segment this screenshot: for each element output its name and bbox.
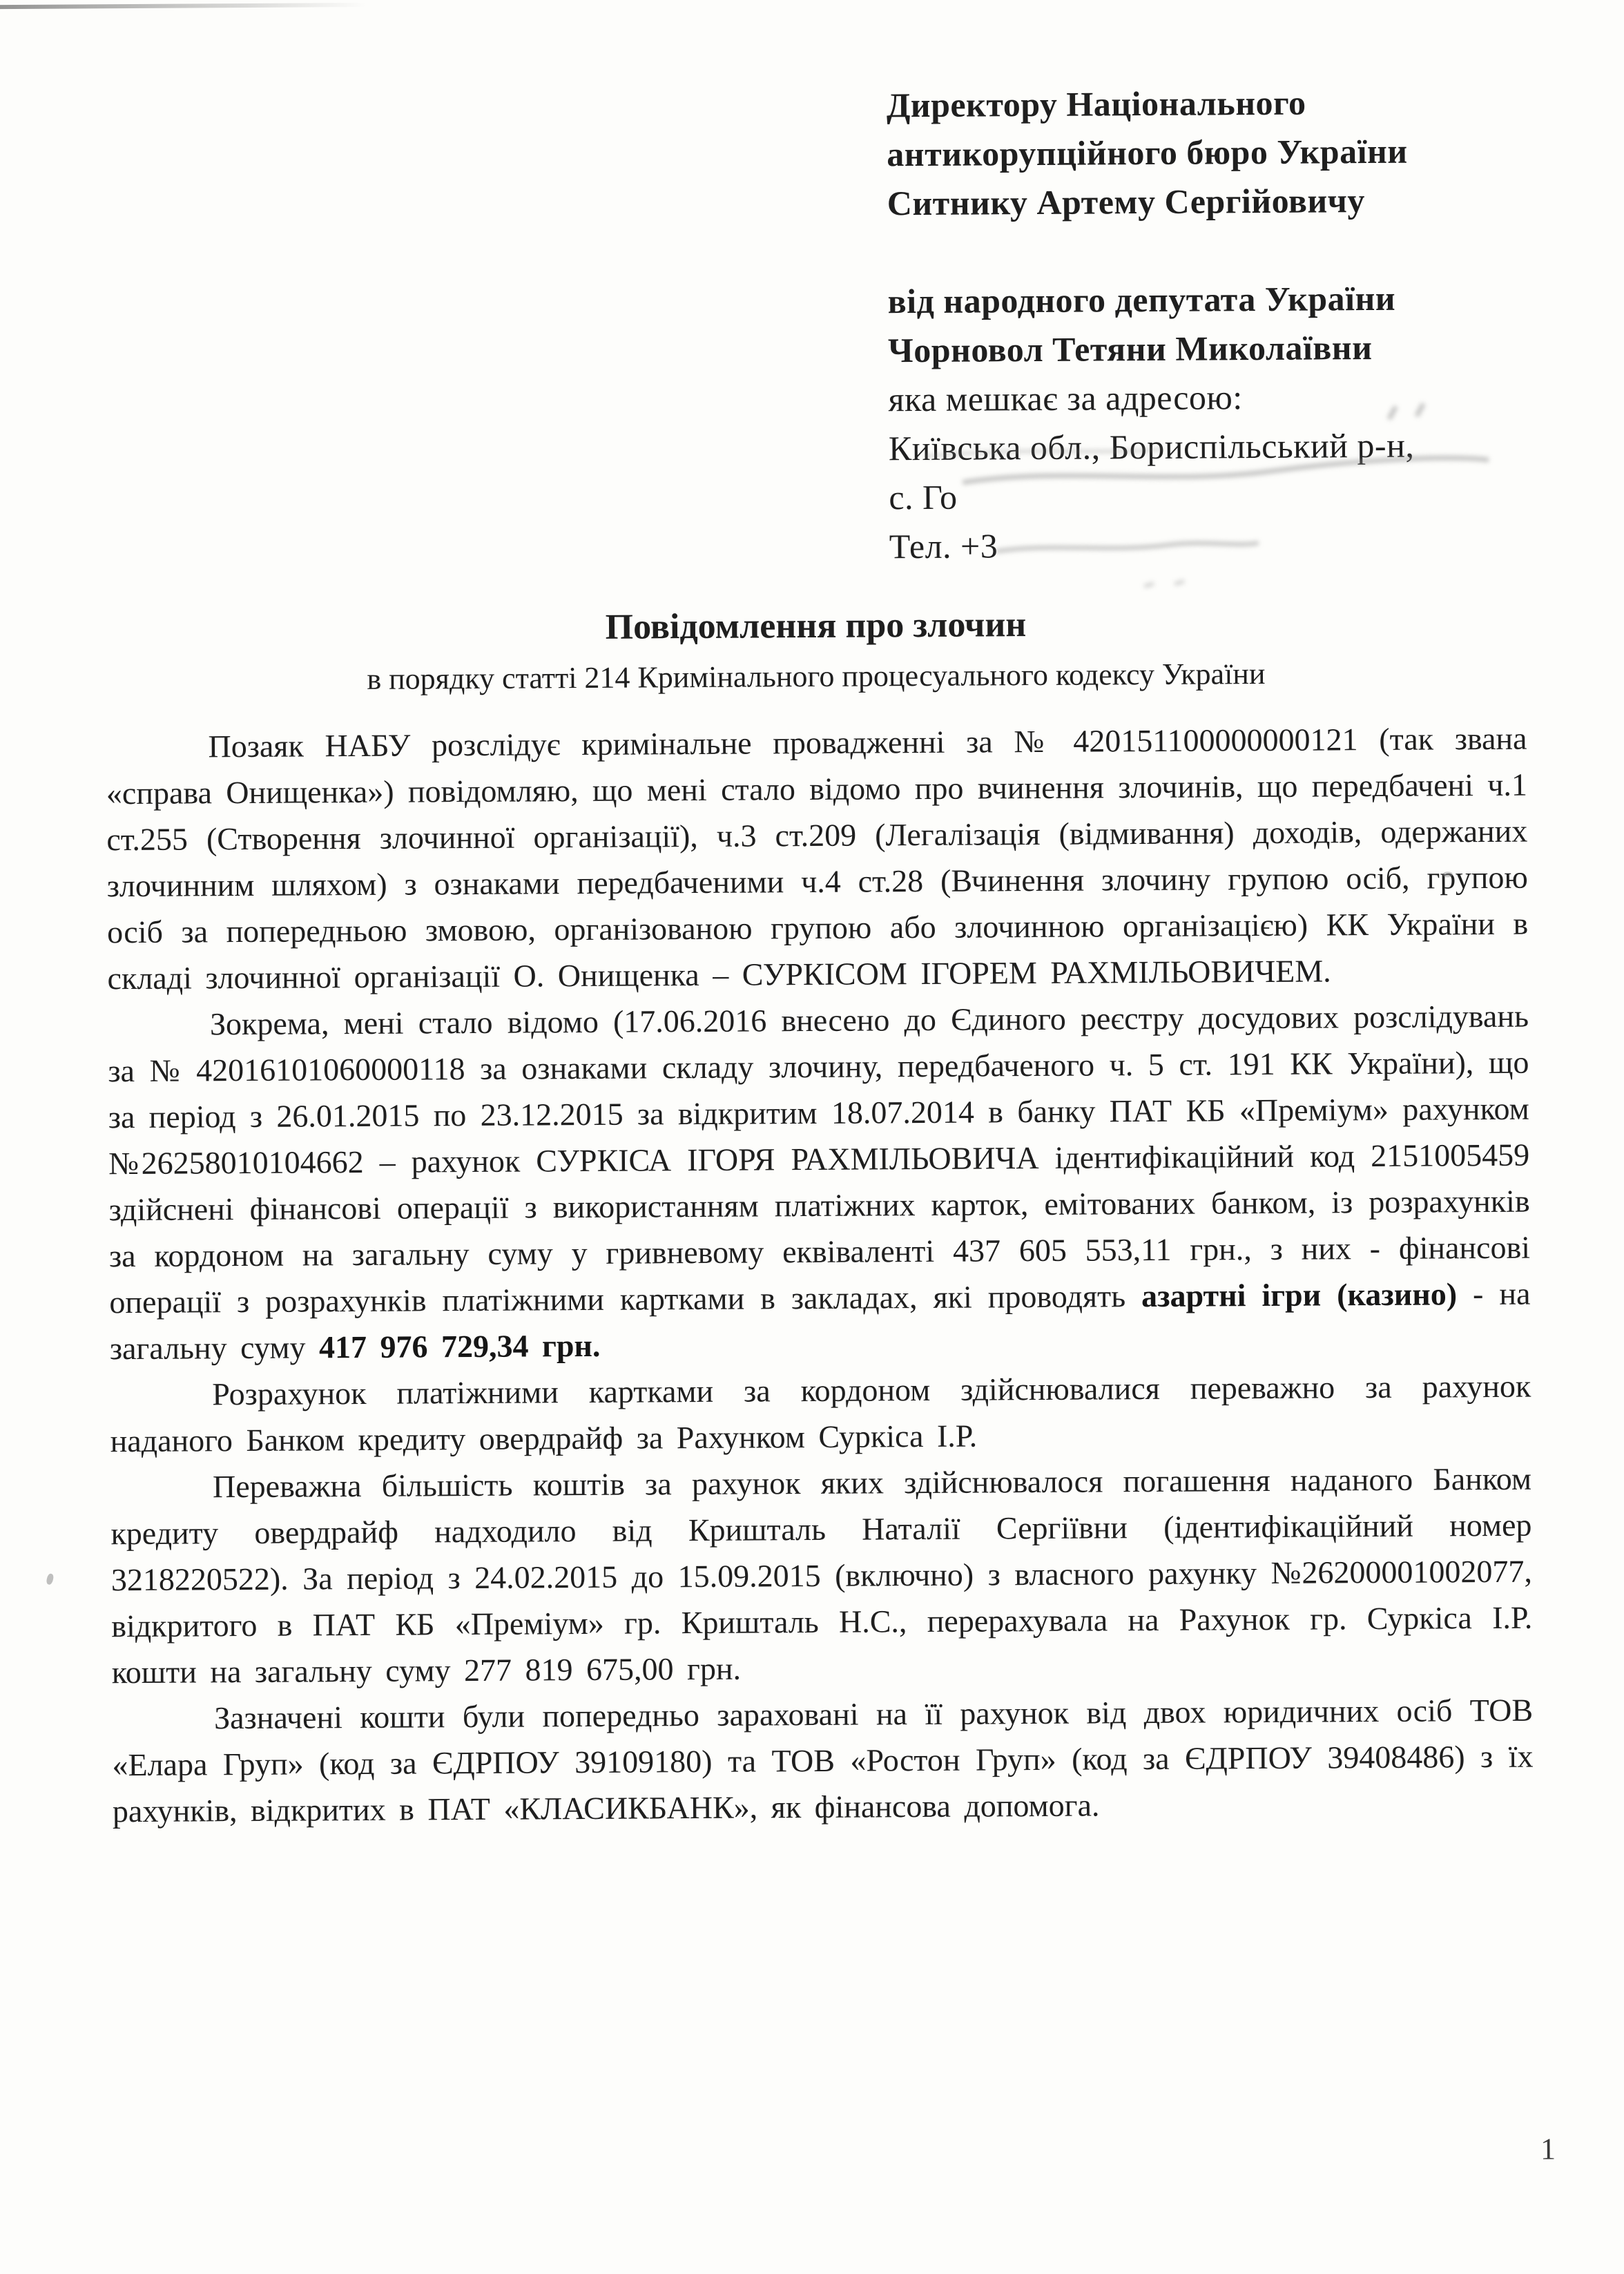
paragraph-text: Зазначені кошти були попередньо зараховані на її рахунок від двох юридичних осіб ТОВ «Елара Груп» (код за ЄДРПОУ 39109180) та ТОВ «Ростон Груп» (код за ЄДРПОУ 39408486) з їх рахунків, відкритих в ПАТ «КЛАСИКБАНК», як фінансова допомога. — [112, 1692, 1534, 1829]
page-number: 1 — [1540, 2132, 1556, 2166]
address-block — [887, 77, 1580, 571]
scan-speck — [46, 1573, 55, 1586]
sender-line-redacted-village: с. Го — [889, 477, 958, 517]
paragraph-text: Переважна більшість коштів за рахунок яких здійснювалося погашення наданого Банком кредиту овердрайф надходило від Кришталь Наталії Сергіївни (ідентифікаційний номер 3218220522). За період з 24.02.2015 до 15.09.2015 (включно) з власного рахунку №26200001002077, відкритого в ПАТ КБ «Преміум» гр. Кришталь Н.С., перерахувала на Рахунок гр. Суркіса І.Р. кошти на загальну суму 277 819 675,00 грн. — [110, 1461, 1533, 1690]
paragraph-2 — [108, 993, 1531, 1372]
page-title: Повідомлення про злочин — [605, 605, 1027, 647]
paragraph-5 — [112, 1687, 1534, 1835]
address-spacer — [887, 224, 1578, 277]
sender-line: яка мешкає за адресою: — [888, 378, 1243, 419]
scan-edge-artifact — [0, 3, 366, 9]
paragraph-text: Розрахунок платіжними картками за кордоном здійснювалися переважно за рахунок наданого Банком кредиту овердрайф за Рахунком Суркіса І.Р. — [110, 1368, 1531, 1459]
bold-casino-phrase: азартні ігри (казино) — [1141, 1276, 1458, 1314]
recipient-line: Директору Національного — [886, 83, 1306, 125]
paragraph-3 — [110, 1363, 1531, 1465]
recipient-line: антикорупційного бюро України — [887, 131, 1408, 174]
sender-line: Київська обл., Бориспільський р-н, — [888, 425, 1415, 468]
paragraph-text: - на загальну суму — [109, 1275, 1531, 1367]
recipient-line: Ситнику Артему Сергійовичу — [887, 181, 1366, 223]
paragraph-4 — [110, 1456, 1533, 1696]
sender-line-redacted-phone: Тел. +3 — [889, 526, 998, 566]
sender-line: Чорновол Тетяни Миколаївни — [887, 328, 1373, 370]
sender-line: від народного депутата України — [887, 278, 1396, 321]
bold-total-amount: 417 976 729,34 грн. — [318, 1327, 601, 1365]
paragraph-text: Позаяк НАБУ розслідує кримінальне провадженні за № 420151100000000121 (так звана «справа Онищенка») повідомляю, що мені стало відомо про вчинення злочинів, що передбачені ч.1 ст.255 (Створення злочинної організації), ч.3 ст.209 (Легалізація (відмивання) доходів, одержаних злочинним шляхом) з ознаками передбаченими ч.4 ст.28 (Вчинення злочину групою осіб, групою осіб за попередньою змовою, організованою групою або злочинною організацією) КК України в складі злочинної організації О. Онищенка – СУРКІСОМ ІГОРЕМ РАХМІЛЬОВИЧЕМ. — [106, 720, 1529, 996]
page-subtitle: в порядку статті 214 Кримінального процесуального кодексу України — [367, 656, 1266, 696]
document-body — [106, 715, 1534, 1835]
paragraph-text: Зокрема, мені стало відомо (17.06.2016 внесено до Єдиного реєстру досудових розслідувань за № 42016101060000118 за ознаками складу злочину, передбаченого ч. 5 ст. 191 КК України), що за період з 26.01.2015 по 23.12.2015 за відкритим 18.07.2014 в банку ПАТ КБ «Преміум» рахунком №26258010104662 – рахунок СУРКІСА ІГОРЯ РАХМІЛЬОВИЧА ідентифікаційний код 2151005459 здійснені фінансові операції з використанням платіжних карток, емітованих банком, із розрахунків за кордоном на загальну суму у гривневому еквіваленті 437 605 553,11 грн., з них - фінансові операції з розрахунків платіжними картками в закладах, які проводять — [108, 998, 1531, 1320]
paragraph-1 — [106, 715, 1528, 1002]
